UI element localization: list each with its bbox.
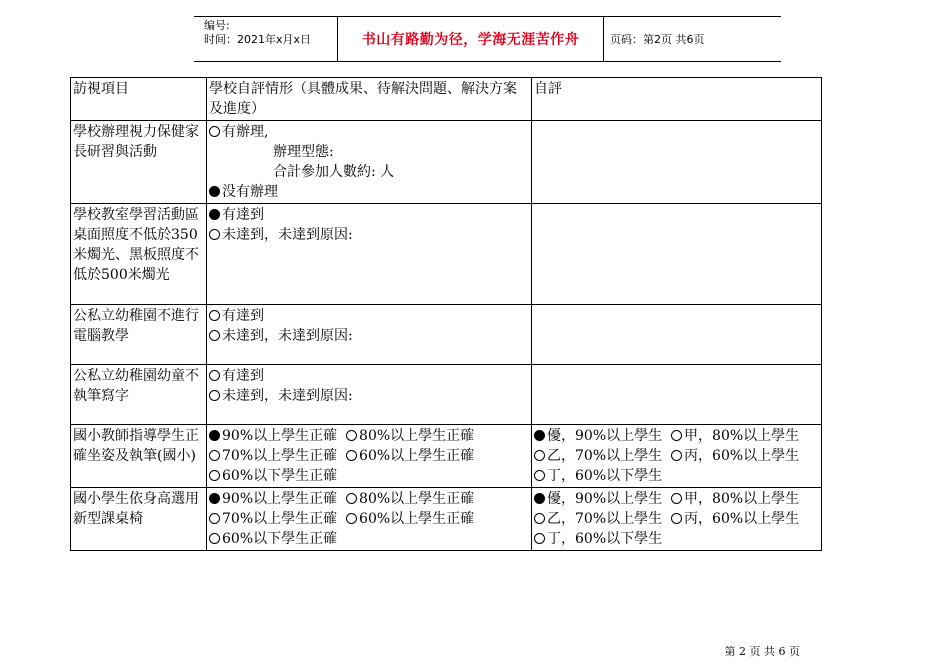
- header-meta: [194, 17, 337, 61]
- option-label: 60%以下學生正確: [222, 531, 338, 547]
- self-evaluation-cell: [207, 365, 532, 425]
- visit-item: 學校辦理視力保健家長研習與活動: [71, 121, 207, 204]
- option-label: 優，90%以上學生: [547, 428, 663, 444]
- self-evaluation-cell: [207, 305, 532, 365]
- option-label: 未達到，未達到原因:: [222, 227, 353, 243]
- number-label: 编号:: [204, 19, 230, 32]
- self-rating-cell: [532, 488, 822, 551]
- visit-item: 國小學生依身高選用新型課桌椅: [71, 488, 207, 551]
- self-rating-cell: [532, 305, 822, 365]
- option-line: [209, 142, 529, 162]
- option-line: [209, 326, 529, 346]
- option-line: [209, 306, 529, 326]
- empty-radio-icon[interactable]: [346, 513, 357, 524]
- motto: 书山有路勤为径，学海无涯苦作舟: [361, 32, 580, 48]
- filled-radio-icon[interactable]: [209, 186, 220, 197]
- option-label: 甲，80%以上學生: [684, 428, 800, 444]
- option-label: 有達到: [222, 207, 264, 223]
- empty-radio-icon[interactable]: [209, 513, 220, 524]
- option-label: 没有辦理: [222, 184, 278, 200]
- option-label: 60%以上學生正確: [359, 448, 475, 464]
- empty-radio-icon[interactable]: [209, 533, 220, 544]
- option-label: 70%以上學生正確: [222, 448, 338, 464]
- table-row: [71, 488, 822, 551]
- empty-radio-icon[interactable]: [534, 470, 545, 481]
- empty-radio-icon[interactable]: [671, 450, 682, 461]
- empty-radio-icon[interactable]: [671, 430, 682, 441]
- visit-table: [70, 77, 822, 551]
- option-label: 80%以上學生正確: [359, 491, 475, 507]
- option-line: [209, 162, 529, 182]
- option-line: [209, 466, 529, 486]
- option-label: 60%以下學生正確: [222, 468, 338, 484]
- filled-radio-icon[interactable]: [209, 430, 220, 441]
- option-label: 70%以上學生正確: [222, 511, 338, 527]
- option-line: [534, 426, 819, 446]
- option-label: 90%以上學生正確: [222, 491, 338, 507]
- table-header-row: [71, 78, 822, 121]
- empty-radio-icon[interactable]: [346, 450, 357, 461]
- self-rating-cell: [532, 204, 822, 305]
- page-header: [194, 16, 781, 62]
- option-line: [209, 366, 529, 386]
- option-line: [209, 386, 529, 406]
- option-label: 乙，70%以上學生: [547, 511, 663, 527]
- page-footer: 第 2 页 共 6 页: [724, 645, 800, 658]
- self-rating-cell: [532, 121, 822, 204]
- option-label: 優，90%以上學生: [547, 491, 663, 507]
- option-line: [209, 122, 529, 142]
- option-label: 丁，60%以下學生: [547, 531, 663, 547]
- option-line: [209, 182, 529, 202]
- empty-radio-icon[interactable]: [534, 450, 545, 461]
- table-row: [71, 305, 822, 365]
- option-line: [209, 529, 529, 549]
- option-line: [534, 446, 819, 466]
- header-item: 訪視項目: [71, 78, 207, 121]
- table-row: [71, 425, 822, 488]
- visit-item: 公私立幼稚園不進行電腦教學: [71, 305, 207, 365]
- header-page-cell: [603, 17, 781, 61]
- header-motto-cell: [337, 17, 604, 61]
- header-self-rating: 自評: [532, 78, 822, 121]
- option-line: [209, 205, 529, 225]
- option-label: 辦理型態:: [273, 144, 334, 160]
- visit-item: 公私立幼稚園幼童不執筆寫字: [71, 365, 207, 425]
- empty-radio-icon[interactable]: [209, 470, 220, 481]
- empty-radio-icon[interactable]: [209, 450, 220, 461]
- self-evaluation-cell: [207, 425, 532, 488]
- filled-radio-icon[interactable]: [209, 493, 220, 504]
- page-label: 页码：第2页 共6页: [610, 32, 705, 46]
- empty-radio-icon[interactable]: [209, 370, 220, 381]
- empty-radio-icon[interactable]: [209, 390, 220, 401]
- option-line: [209, 225, 529, 245]
- self-evaluation-cell: [207, 204, 532, 305]
- empty-radio-icon[interactable]: [209, 330, 220, 341]
- option-label: 80%以上學生正確: [359, 428, 475, 444]
- empty-radio-icon[interactable]: [671, 513, 682, 524]
- option-label: 丙，60%以上學生: [684, 511, 800, 527]
- table-row: [71, 204, 822, 305]
- option-line: [534, 509, 819, 529]
- empty-radio-icon[interactable]: [209, 229, 220, 240]
- empty-radio-icon[interactable]: [209, 126, 220, 137]
- header-self-evaluation-status: 學校自評情形（具體成果、待解決問題、解決方案及進度）: [207, 78, 532, 121]
- table-row: [71, 121, 822, 204]
- table-body: [71, 121, 822, 551]
- option-label: 有辦理,: [222, 124, 269, 140]
- empty-radio-icon[interactable]: [534, 533, 545, 544]
- visit-item: 國小教師指導學生正確坐姿及執筆(國小): [71, 425, 207, 488]
- option-line: [209, 509, 529, 529]
- self-evaluation-cell: [207, 121, 532, 204]
- empty-radio-icon[interactable]: [534, 513, 545, 524]
- option-line: [209, 446, 529, 466]
- visit-item: 學校教室學習活動區桌面照度不低於350米燭光、黑板照度不低於500米燭光: [71, 204, 207, 305]
- option-label: 未達到，未達到原因:: [222, 328, 353, 344]
- option-line: [209, 426, 529, 446]
- option-label: 丙，60%以上學生: [684, 448, 800, 464]
- option-label: 丁，60%以下學生: [547, 468, 663, 484]
- table-row: [71, 365, 822, 425]
- time-label: 时间：2021年x月x日: [204, 33, 312, 46]
- empty-radio-icon[interactable]: [209, 310, 220, 321]
- option-label: 未達到，未達到原因:: [222, 388, 353, 404]
- self-rating-cell: [532, 365, 822, 425]
- option-label: 有達到: [222, 308, 264, 324]
- option-label: 乙，70%以上學生: [547, 448, 663, 464]
- option-label: 甲，80%以上學生: [684, 491, 800, 507]
- option-line: [209, 489, 529, 509]
- filled-radio-icon[interactable]: [209, 209, 220, 220]
- option-label: 90%以上學生正確: [222, 428, 338, 444]
- option-label: 有達到: [222, 368, 264, 384]
- option-line: [534, 529, 819, 549]
- empty-radio-icon[interactable]: [346, 430, 357, 441]
- empty-radio-icon[interactable]: [671, 493, 682, 504]
- option-line: [534, 489, 819, 509]
- empty-radio-icon[interactable]: [346, 493, 357, 504]
- option-line: [534, 466, 819, 486]
- option-label: 合計參加人數約: 人: [273, 164, 395, 180]
- option-label: 60%以上學生正確: [359, 511, 475, 527]
- filled-radio-icon[interactable]: [534, 430, 545, 441]
- filled-radio-icon[interactable]: [534, 493, 545, 504]
- self-evaluation-cell: [207, 488, 532, 551]
- self-rating-cell: [532, 425, 822, 488]
